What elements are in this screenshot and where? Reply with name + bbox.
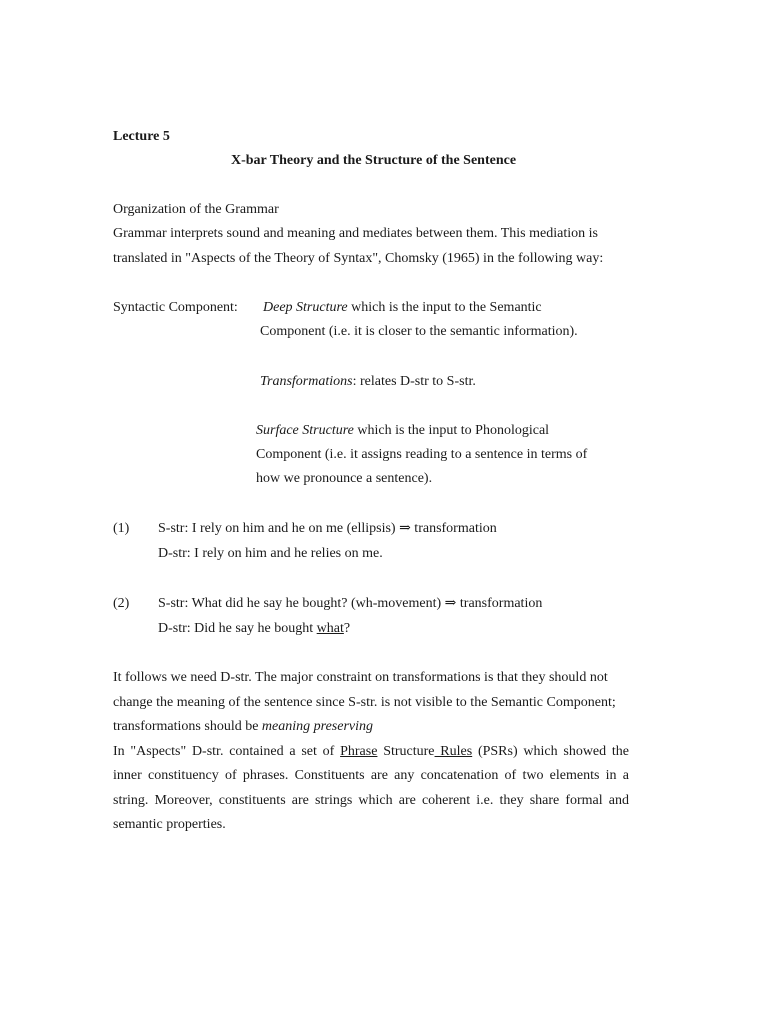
surface-structure-line-1: Surface Structure which is the input to Phonological [256, 423, 550, 438]
underlined-what: what [316, 621, 344, 636]
surface-structure-term: Surface Structure [256, 423, 354, 438]
example-2-dstr: D-str: Did he say he bought what? [158, 621, 351, 636]
phrase-term: Phrase [340, 744, 378, 759]
transformations-line: Transformations: relates D-str to S-str. [260, 374, 476, 389]
surface-structure-line-3: how we pronounce a sentence). [256, 471, 433, 486]
syntactic-component-label: Syntactic Component: [113, 300, 238, 315]
deep-structure-term: Deep Structure [263, 300, 348, 315]
transformations-term: Transformations [260, 374, 353, 389]
paragraph-2-line-1: In "Aspects" D-str. contained a set of Phrase Structure Rules (PSRs) which showed the [113, 744, 630, 759]
deep-structure-line-2: Component (i.e. it is closer to the semantic information). [260, 324, 578, 339]
example-1-dstr: D-str: I rely on him and he relies on me. [158, 546, 383, 561]
intro-line-1: Grammar interprets sound and meaning and mediates between them. This mediation is [113, 226, 598, 241]
surface-structure-line-2: Component (i.e. it assigns reading to a sentence in terms of [256, 447, 588, 462]
page-title: X-bar Theory and the Structure of the Sentence [231, 153, 517, 168]
intro-line-2: translated in "Aspects of the Theory of Syntax", Chomsky (1965) in the following way: [113, 251, 604, 266]
deep-structure-line-1: Deep Structure which is the input to the Semantic [263, 300, 542, 315]
example-2-number: (2) [113, 596, 130, 611]
paragraph-2-line-3: string. Moreover, constituents are strings which are coherent i.e. they share formal and [113, 793, 629, 808]
paragraph-1-line-3: transformations should be meaning preserving [113, 719, 373, 734]
example-1-number: (1) [113, 521, 130, 536]
section-heading: Organization of the Grammar [113, 202, 279, 217]
paragraph-1-line-2: change the meaning of the sentence since S-str. is not visible to the Semantic Component; [113, 695, 616, 710]
example-1-sstr: S-str: I rely on him and he on me (ellipsis) ⇒ transformation [158, 521, 497, 536]
paragraph-1-line-1: It follows we need D-str. The major constraint on transformations is that they should not [113, 670, 608, 685]
paragraph-2-line-2: inner constituency of phrases. Constituents are any concatenation of two elements in a [113, 768, 629, 783]
paragraph-2-line-4: semantic properties. [113, 817, 226, 832]
meaning-preserving-term: meaning preserving [261, 719, 373, 734]
example-2-sstr: S-str: What did he say he bought? (wh-movement) ⇒ transformation [158, 596, 543, 611]
lecture-number: Lecture 5 [113, 129, 170, 144]
rules-term: Rules [434, 744, 473, 759]
